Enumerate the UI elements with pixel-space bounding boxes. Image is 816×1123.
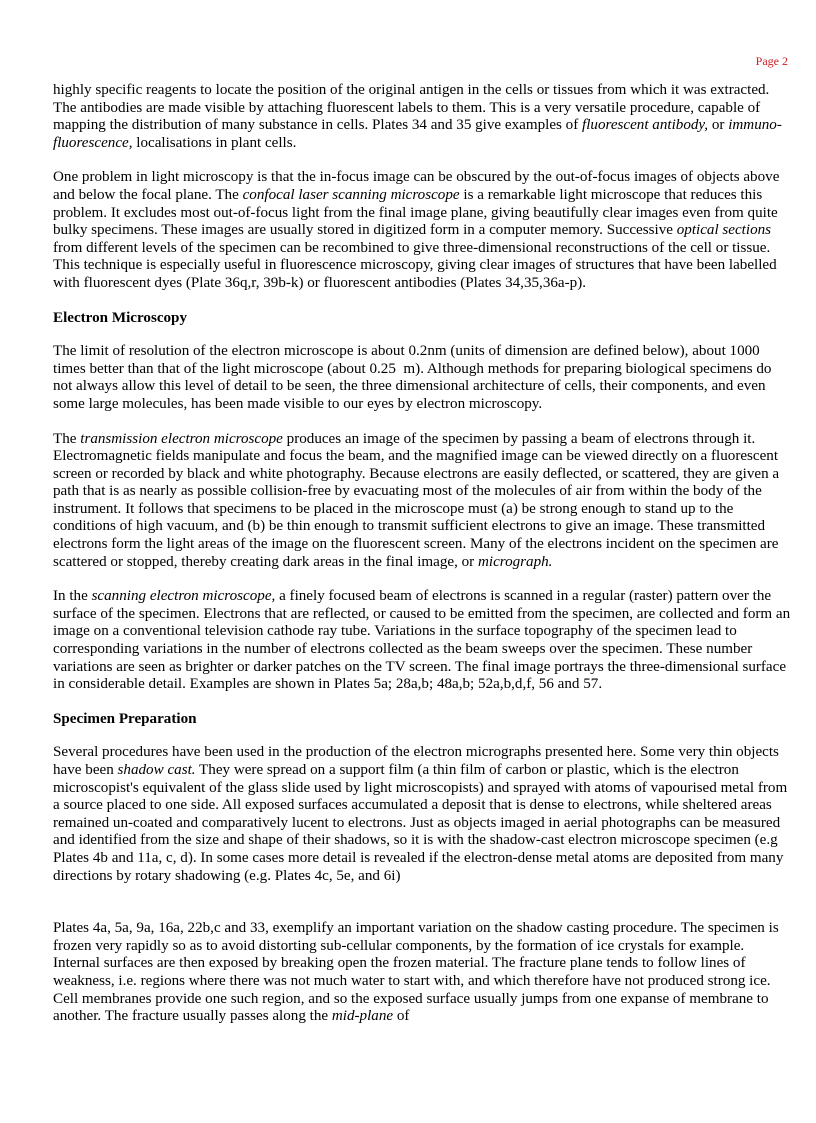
paragraph-transmission: The transmission electron microscope produces an image of the specimen by passing a beam of electrons through it. Electromagnetic fields manipulate and focus the beam, and the magnified image can be viewed directly on a fluorescent screen or recorded by black and white photography. Because electrons are easily deflected, or scattered, they are given a path that is as nearly as possible collision-free by evacuating most of the molecules of air from within the body of the instrument. It follows that specimens to be placed in the microscope must (a) be strong enough to stand up to the conditions of high vacuum, and (b) be thin enough to transmit sufficient electrons to give an image. These transmitted electrons form the light areas of the image on the fluorescent screen. Many of the electrons incident on the specimen are scattered or stopped, thereby creating dark areas in the final image, or micrograph. xyxy=(53,430,780,570)
heading-electron-microscopy: Electron Microscopy xyxy=(53,309,188,326)
spacer xyxy=(53,902,793,920)
paragraph-shadow-cast: Several procedures have been used in the production of the electron micrographs presented here. Some very thin objects have been shadow cast. They were spread on a support film (a thin film of carbon or plastic, which is the electron microscopist's equivalent of the glass slide used by light microscopists) and sprayed with atoms of vapourised metal from a source placed to one side. All exposed surfaces accumulated a deposit that is dense to electrons, while sheltered areas remained un-coated and comparatively lucent to electrons. Just as objects imaged in aerial photographs can be measured and identified from the size and shape of their shadows, so it is with the shadow-cast electron microscope specimen (e.g Plates 4b and 11a, c, d). In some cases more detail is revealed if the electron-dense metal atoms are deposited from many directions by rotary shadowing (e.g. Plates 4c, 5e, and 6i) xyxy=(53,744,788,884)
heading-specimen-preparation: Specimen Preparation xyxy=(53,710,197,727)
paragraph-immunofluorescence: highly specific reagents to locate the position of the original antigen in the cells or tissues from which it was extracted. The antibodies are made visible by attaching fluorescent labels to them. This is a very versatile procedure, capable of mapping the distribution of many substance in cells. Plates 34 and 35 give examples of fluorescent antibody, or immuno-fluorescence, localisations in plant cells. xyxy=(53,82,782,151)
paragraph-confocal: One problem in light microscopy is that the in-focus image can be obscured by the out-of-focus images of objects above and below the focal plane. The confocal laser scanning microscope is a remarkable light microscope that reduces this problem. It excludes most out-of-focus light from the final image plane, giving beautifully clear images even from quite bulky specimens. These images are usually stored in digitized form in a computer memory. Successive optical sections from different levels of the specimen can be recombined to give three-dimensional reconstructions of the cell or tissue. This technique is especially useful in fluorescence microscopy, giving clear images of structures that have been labelled with fluorescent dyes (Plate 36q,r, 39b-k) or fluorescent antibodies (Plates 34,35,36a-p). xyxy=(53,169,780,291)
paragraph-resolution: The limit of resolution of the electron microscope is about 0.2nm (units of dimension are defined below), about 1000 times better than that of the light microscope (about 0.25 m). Although methods for preparing biological specimens do not always allow this level of detail to be seen, the three dimensional architecture of cells, their components, and even some large molecules, has been made visible to our eyes by electron microscopy. xyxy=(53,343,772,412)
document-body xyxy=(53,82,793,1043)
paragraph-scanning: In the scanning electron microscope, a finely focused beam of electrons is scanned in a regular (raster) pattern over the surface of the specimen. Electrons that are reflected, or caused to be emitted from the specimen, are collected and form an image on a conventional television cathode ray tube. Variations in the surface topography of the specimen lead to corresponding variations in the number of electrons collected as the beam sweeps over the specimen. These number variations are seen as brighter or darker patches on the TV screen. The final image portrays the three-dimensional surface in considerable detail. Examples are shown in Plates 5a; 28a,b; 48a,b; 52a,b,d,f, 56 and 57. xyxy=(53,588,791,693)
page-number: Page 2 xyxy=(755,54,788,68)
paragraph-freeze-fracture: Plates 4a, 5a, 9a, 16a, 22b,c and 33, exemplify an important variation on the shadow casting procedure. The specimen is frozen very rapidly so as to avoid distorting sub-cellular components, by the formation of ice crystals for example. Internal surfaces are then exposed by breaking open the frozen material. The fracture plane tends to follow lines of weakness, i.e. regions where there was not much water to start with, and which therefore have not produced strong ice. Cell membranes provide one such region, and so the exposed surface usually jumps from one expanse of membrane to another. The fracture usually passes along the mid-plane of xyxy=(53,920,779,1025)
